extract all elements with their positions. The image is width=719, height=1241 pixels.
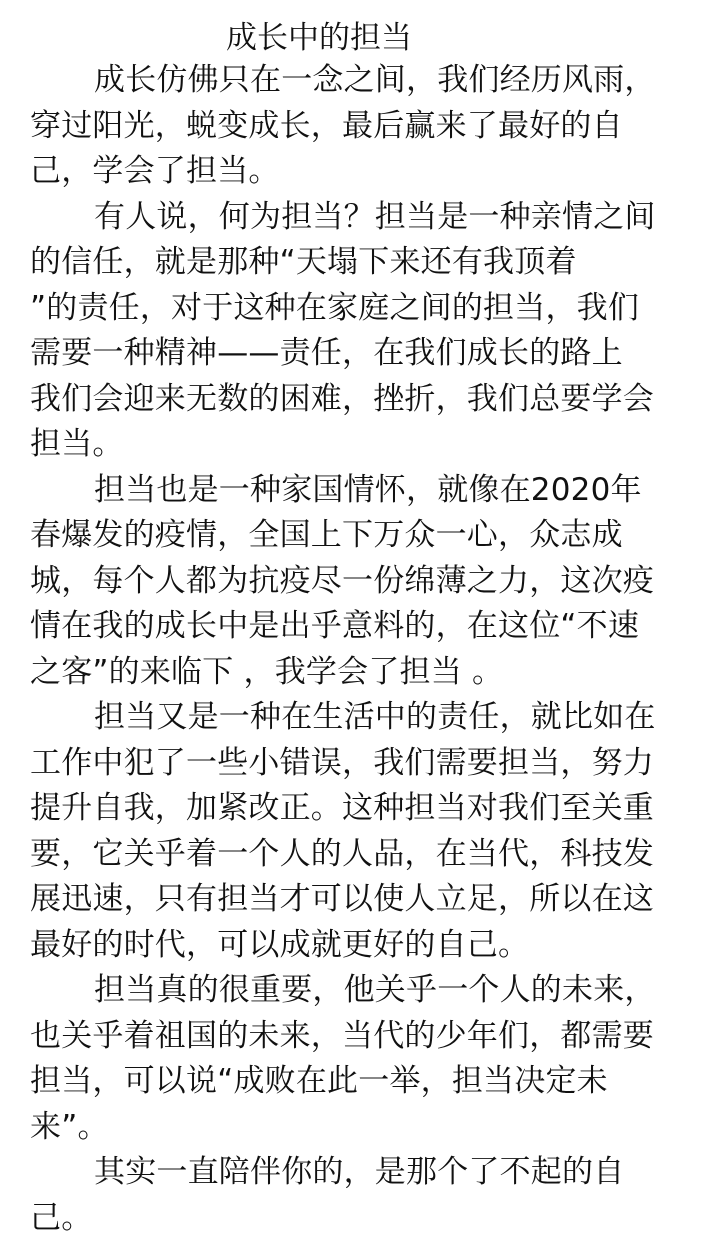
paragraph [30,195,690,468]
text-line: 城，每个人都为抗疫尽一份绵薄之力，这次疫 [30,559,690,605]
text-line: 来”。 [30,1105,690,1151]
text-line: 也关乎着祖国的未来，当代的少年们，都需要 [30,1014,690,1060]
text-line: 最好的时代，可以成就更好的自己。 [30,923,690,969]
text-line: 担当也是一种家国情怀，就像在2020年 [30,468,690,514]
text-line: 之客”的来临下 ，我学会了担当 。 [30,650,690,696]
text-line: 提升自我，加紧改正。这种担当对我们至关重 [30,786,690,832]
text-line: 穿过阳光，蜕变成长，最后赢来了最好的自 [30,104,690,150]
essay-body [30,58,690,1241]
text-line: 需要一种精神——责任，在我们成长的路上 [30,331,690,377]
text-line: 要，它关乎着一个人的人品，在当代，科技发 [30,832,690,878]
paragraph [30,468,690,696]
text-line: 展迅速，只有担当才可以使人立足，所以在这 [30,877,690,923]
text-line: 担当，可以说“成败在此一举，担当决定未 [30,1059,690,1105]
text-line: 担当真的很重要，他关乎一个人的未来， [30,968,690,1014]
paragraph [30,968,690,1150]
text-line: 春爆发的疫情，全国上下万众一心，众志成 [30,513,690,559]
text-line: 其实一直陪伴你的，是那个了不起的自 [30,1150,690,1196]
text-line: 情在我的成长中是出乎意料的，在这位“不速 [30,604,690,650]
text-line: 己，学会了担当。 [30,149,690,195]
text-line: 担当又是一种在生活中的责任，就比如在 [30,695,690,741]
text-line: ”的责任，对于这种在家庭之间的担当，我们 [30,286,690,332]
text-line: 工作中犯了一些小错误，我们需要担当，努力 [30,741,690,787]
text-line: 有人说，何为担当？担当是一种亲情之间 [30,195,690,241]
paragraph [30,695,690,968]
text-line: 担当。 [30,422,690,468]
text-line: 成长仿佛只在一念之间，我们经历风雨， [30,58,690,104]
document-page [30,18,690,1241]
text-line: 的信任，就是那种“天塌下来还有我顶着 [30,240,690,286]
essay-title: 成长中的担当 [30,18,690,58]
paragraph [30,58,690,195]
text-line: 己。 [30,1196,690,1241]
text-line: 我们会迎来无数的困难，挫折，我们总要学会 [30,377,690,423]
paragraph [30,1150,690,1241]
